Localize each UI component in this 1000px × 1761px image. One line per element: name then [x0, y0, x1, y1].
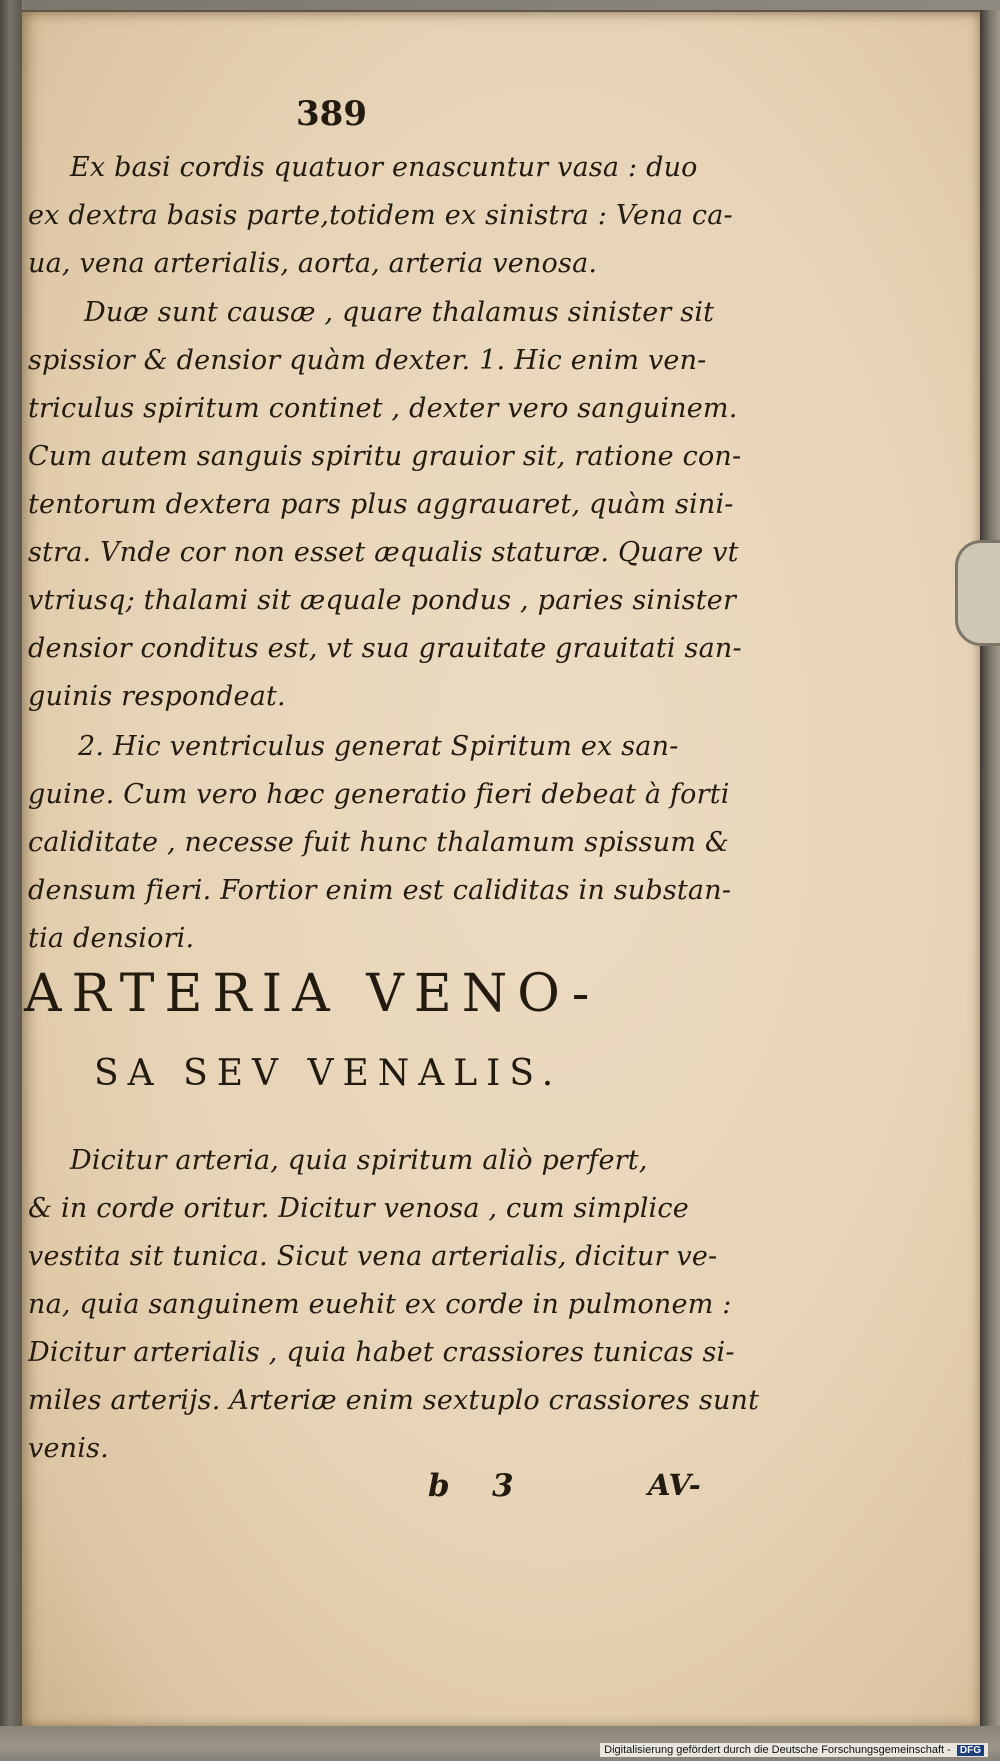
dfg-logo: DFG	[957, 1745, 984, 1756]
text-line: & in corde oritur. Dicitur venosa , cum simplice	[28, 1193, 689, 1224]
signature-letter: b	[428, 1468, 450, 1504]
text-line: caliditate , necesse fuit hunc thalamum spissum &	[28, 827, 730, 858]
scan-footer	[0, 1726, 1000, 1761]
section-heading-line-1: ARTERIA VENO-	[24, 964, 600, 1024]
text-line: densior conditus est, vt sua grauitate grauitati san-	[28, 633, 742, 664]
page-number: 389	[296, 94, 367, 134]
text-line: spissior & densior quàm dexter. 1. Hic enim ven-	[28, 345, 707, 376]
text-line: na, quia sanguinem euehit ex corde in pulmonem :	[28, 1289, 732, 1320]
text-line: tia densiori.	[28, 923, 195, 954]
catchword: AV-	[648, 1468, 701, 1502]
text-line: Duæ sunt causæ , quare thalamus sinister sit	[84, 297, 715, 328]
credit-text: Digitalisierung gefördert durch die Deutsche Forschungsgemeinschaft -	[604, 1744, 951, 1756]
text-line: triculus spiritum continet , dexter vero sanguinem.	[28, 393, 738, 424]
text-line: Ex basi cordis quatuor enascuntur vasa : duo	[70, 152, 698, 183]
book-spine	[0, 0, 22, 1761]
text-line: tentorum dextera pars plus aggrauaret, quàm sini-	[28, 489, 734, 520]
text-line: densum fieri. Fortior enim est caliditas in substan-	[28, 875, 732, 906]
text-line: Cum autem sanguis spiritu grauior sit, ratione con-	[28, 441, 742, 472]
page-edge	[980, 10, 1000, 1726]
text-line: vestita sit tunica. Sicut vena arterialis, dicitur ve-	[28, 1241, 718, 1272]
text-line: ua, vena arterialis, aorta, arteria venosa.	[28, 248, 598, 279]
text-line: ex dextra basis parte,totidem ex sinistra : Vena ca-	[28, 200, 733, 231]
text-line: miles arterijs. Arteriæ enim sextuplo crassiores sunt	[28, 1385, 760, 1416]
text-line: venis.	[28, 1433, 109, 1464]
digitization-credit	[600, 1743, 988, 1757]
text-line: Dicitur arterialis , quia habet crassiores tunicas si-	[28, 1337, 735, 1368]
text-line: guinis respondeat.	[28, 681, 286, 712]
signature-number: 3	[492, 1468, 514, 1504]
section-heading-line-2: SA SEV VENALIS.	[94, 1053, 563, 1094]
page-tab-marker	[955, 540, 1000, 646]
text-line: stra. Vnde cor non esset æqualis staturæ. Quare vt	[28, 537, 739, 568]
text-line: guine. Cum vero hæc generatio fieri debeat à forti	[28, 779, 730, 810]
text-line: 2. Hic ventriculus generat Spiritum ex san-	[78, 731, 679, 762]
text-line: vtriusq; thalami sit æquale pondus , paries sinister	[28, 585, 737, 616]
text-line: Dicitur arteria, quia spiritum aliò perfert,	[70, 1145, 648, 1176]
